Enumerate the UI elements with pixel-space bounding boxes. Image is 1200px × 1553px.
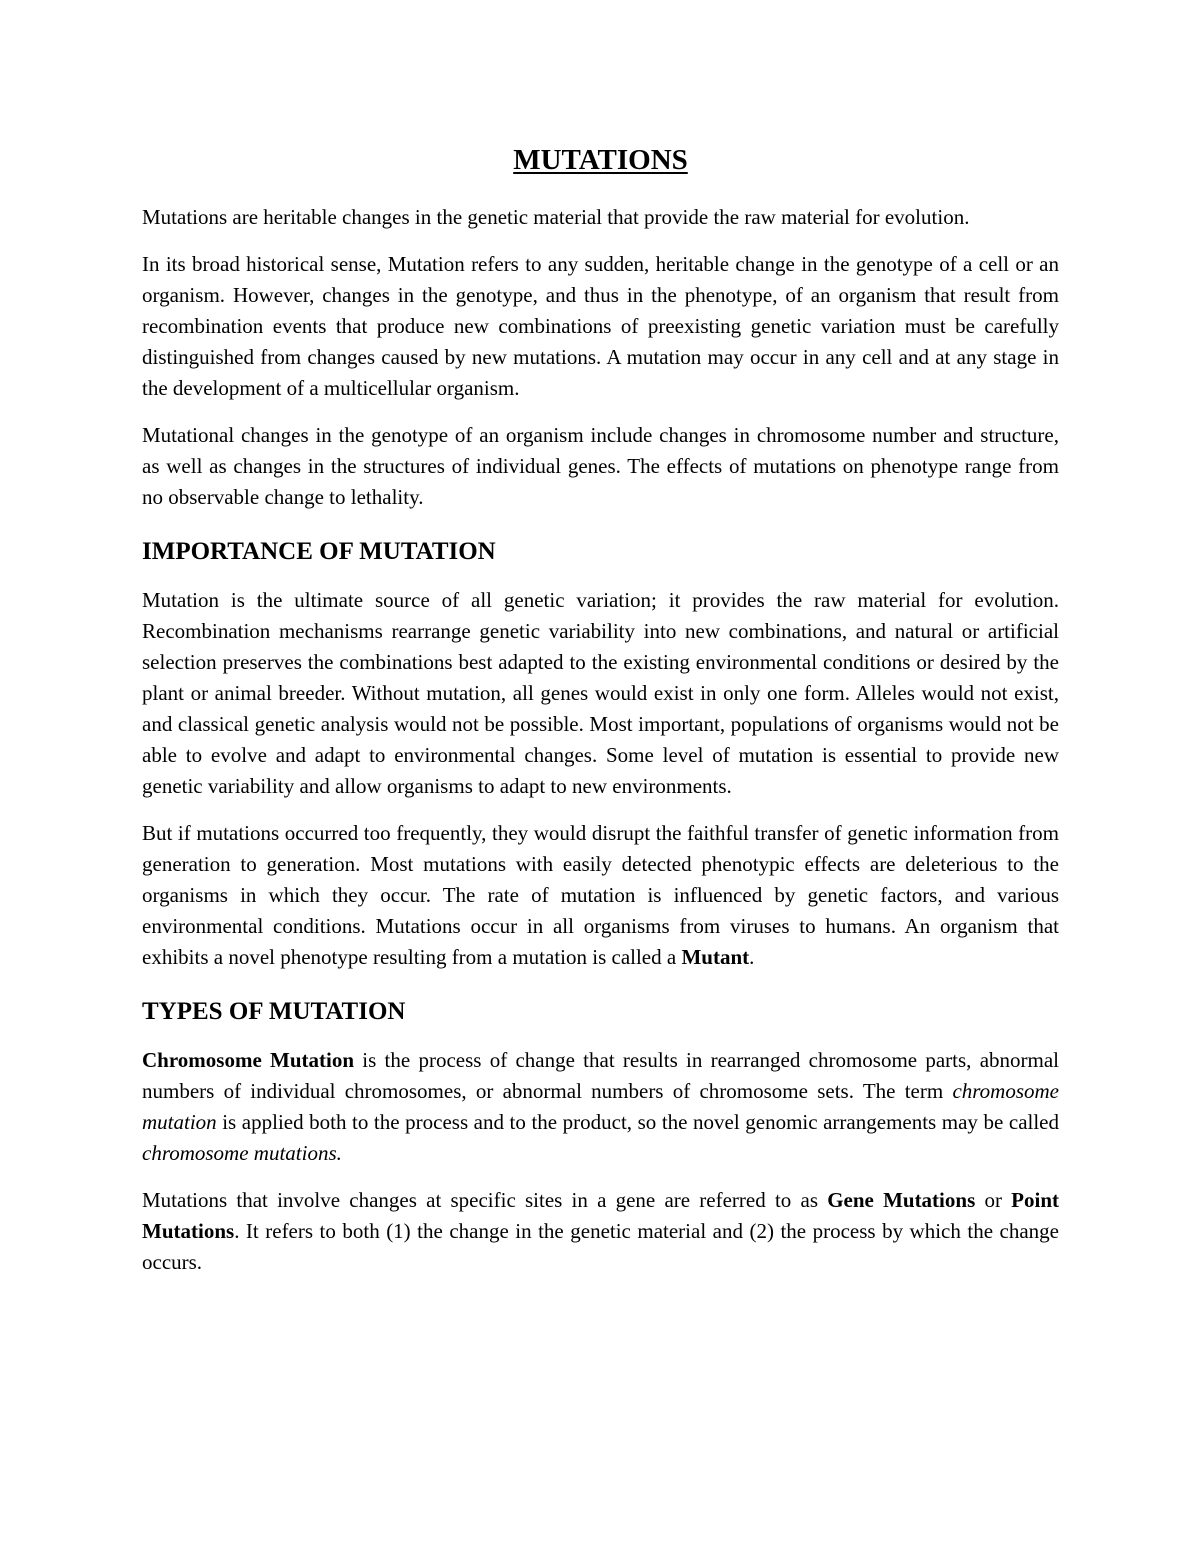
importance-heading: IMPORTANCE OF MUTATION <box>142 538 496 565</box>
page-title: MUTATIONS <box>513 144 688 176</box>
document-page <box>142 140 1059 1294</box>
importance-paragraph-1: Mutation is the ultimate source of all genetic variation; it provides the raw material for evolution. Recombination mechanisms rearrange genetic variability into new combinations, and natural or artificial selection preserves the combinations best adapted to the existing environmental conditions or desired by the plant or animal breeder. Without mutation, all genes would exist in only one form. Alleles would not exist, and classical genetic analysis would not be possible. Most important, populations of organisms would not be able to evolve and adapt to environmental changes. Some level of mutation is essential to provide new genetic variability and allow organisms to adapt to new environments. <box>142 588 1059 798</box>
intro-paragraph-1: Mutations are heritable changes in the genetic material that provide the raw material for evolution. <box>142 205 970 229</box>
chromosome-italic-1: chromosome mutation <box>142 1079 1059 1134</box>
chromosome-text-2: is applied both to the process and to the product, so the novel genomic arrangements may be called <box>216 1110 1059 1134</box>
point-mutations-term: Point Mutations <box>142 1188 1060 1243</box>
gene-mutations-term: Gene Mutations <box>827 1188 976 1212</box>
chromosome-mutation-term: Chromosome Mutation <box>142 1048 355 1072</box>
intro-paragraph-2: In its broad historical sense, Mutation refers to any sudden, heritable change in the genotype of a cell or an organism. However, changes in the genotype, and thus in the phenotype, of an organism that result from recombination events that produce new combinations of preexisting genetic variation must be carefully distinguished from changes caused by new mutations. A mutation may occur in any cell and at any stage in the development of a multicellular organism. <box>142 252 1059 400</box>
mutant-term: Mutant <box>681 945 750 969</box>
gene-text-1: Mutations that involve changes at specific sites in a gene are referred to as <box>142 1188 828 1212</box>
chromosome-italic-2: chromosome mutations. <box>142 1141 342 1165</box>
types-heading: TYPES OF MUTATION <box>142 998 406 1025</box>
importance-paragraph-2 <box>142 818 1059 973</box>
chromosome-text-1: is the process of change that results in rearranged chromosome parts, abnormal numbers of individual chromosomes, or abnormal numbers of chromosome sets. The term <box>142 1048 1059 1103</box>
gene-text-2: or <box>975 1188 1012 1212</box>
intro-paragraph-3: Mutational changes in the genotype of an organism include changes in chromosome number and structure, as well as changes in the structures of individual genes. The effects of mutations on phenotype range from no observable change to lethality. <box>142 423 1059 509</box>
gene-mutation-paragraph <box>142 1185 1059 1278</box>
importance-paragraph-2-text: But if mutations occurred too frequently, they would disrupt the faithful transfer of genetic information from generation to generation. Most mutations with easily detected phenotypic effects are deleterious to the organisms in which they occur. The rate of mutation is influenced by genetic factors, and various environmental conditions. Mutations occur in all organisms from viruses to humans. An organism that exhibits a novel phenotype resulting from a mutation is called a <box>142 821 1059 969</box>
importance-paragraph-2-end: . <box>749 945 755 969</box>
chromosome-mutation-paragraph <box>142 1045 1059 1169</box>
gene-text-3: . It refers to both (1) the change in the genetic material and (2) the process by which the change occurs. <box>142 1219 1059 1274</box>
